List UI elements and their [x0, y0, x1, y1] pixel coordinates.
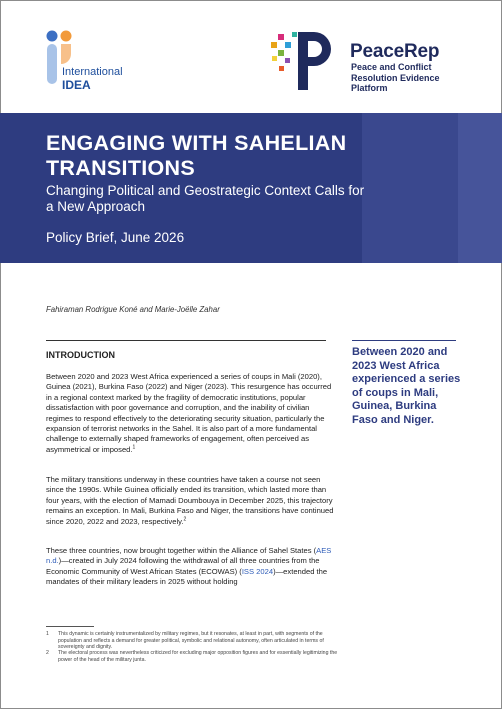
title-line1: ENGAGING WITH SAHELIAN [46, 131, 347, 155]
footnote-rule [46, 626, 94, 627]
paragraph-text: The military transitions underway in these countries have taken a course not seen since the 1990s. While Guinea officially ended its transition, which lasted more than four years, with the election of Mamadi Doumbouya in December 2025, this trajectory remains an exception. In Mali, Burkina Faso and Niger, the transitions have continued since 2020, 2022 and 2023, respectively. [46, 475, 334, 526]
idea-line1: International [62, 66, 123, 78]
body-paragraph-1 [46, 372, 336, 455]
citation-link-iss[interactable]: ISS 2024 [241, 566, 274, 576]
peacerep-logo-icon [268, 28, 348, 94]
pull-quote: Between 2020 and 2023 West Africa experienced a series of coups in Mali, Guinea, Burkina Faso and Niger. [352, 346, 461, 426]
peacerep-subtitle [351, 62, 440, 94]
document-title [46, 131, 346, 181]
footnote-2 [46, 650, 346, 663]
policy-brief-date: Policy Brief, June 2026 [46, 230, 185, 245]
title-line2: TRANSITIONS [46, 156, 196, 180]
idea-wordmark [62, 66, 123, 92]
footnote-number: 1 [46, 631, 49, 637]
document-subtitle: Changing Political and Geostrategic Context Calls for a New Approach [46, 183, 365, 214]
footnote-ref[interactable]: 2 [183, 516, 187, 523]
banner-shade-edge [458, 113, 502, 263]
footnote-1 [46, 631, 346, 651]
body-paragraph-2 [46, 475, 336, 527]
citation-link-aes[interactable]: AES n.d. [46, 546, 332, 566]
pull-quote-rule [352, 340, 456, 341]
paragraph-text: Between 2020 and 2023 West Africa experienced a series of coups in Mali (2020), Guinea (2021), Burkina Faso (2022) and Niger (2023). This resurgence has occurred in a regional context marked by the fragility of democratic institutions, popular dissatisfaction with poor governance and corruption, and the inability of civilian regimes to respond effectively to the deteriorating security situation, particularly the expansion of terrorist networks in the Sahel. It is also part of a more fundamental challenge to externally shaped frameworks of engagement, often perceived as asymmetrical or imposed. [46, 372, 332, 454]
peacerep-sub1: Peace and Conflict [351, 62, 432, 72]
body-paragraph-3 [46, 546, 336, 588]
section-rule [46, 340, 326, 341]
authors: Fahiraman Rodrigue Koné and Marie-Joëlle Zahar [46, 305, 220, 314]
paragraph-text: )—extended the mandates of their military leaders in 2025 without holding [46, 566, 328, 587]
paragraph-text: These three countries, now brought together within the Alliance of Sahel States ( [46, 546, 317, 555]
paragraph-text: )—created in July 2024 following the withdrawal of all three countries from the Economic Community of West African States (ECOWAS) ( [46, 556, 320, 576]
footnote-text: The electoral process was nevertheless criticized for excluding major opposition figures and for essentially legitimizing the power of the head of the military junta. [58, 650, 338, 663]
peacerep-sub2: Resolution Evidence [351, 72, 440, 83]
footnote-ref[interactable]: 1 [132, 444, 136, 451]
peacerep-sub3: Platform [351, 83, 388, 93]
section-heading: INTRODUCTION [46, 350, 115, 360]
footnote-number: 2 [46, 650, 49, 656]
peacerep-name: PeaceRep [350, 41, 440, 62]
idea-line2: IDEA [62, 78, 91, 92]
footnote-text: This dynamic is certainly instrumentalized by military regimes, but it resonates, at least in part, with segments of the population and reflects a demand for greater political, symbolic and relational autonomy, often articulated in terms of sovereignty and dignity. [58, 631, 324, 651]
